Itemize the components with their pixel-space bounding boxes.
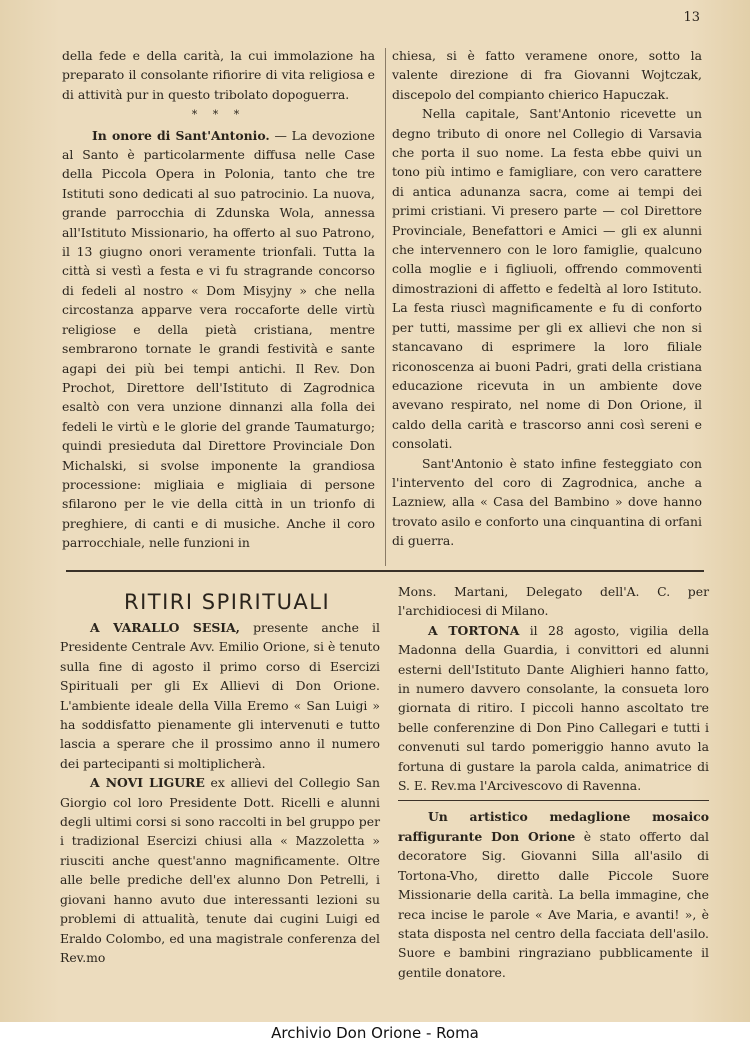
heading-sant-antonio: In onore di Sant'Antonio. xyxy=(92,127,270,143)
paragraph-fede: della fede e della carità, la cui immolazione ha preparato il consolante rifiorire di vita religiosa e di attività pur in questo tribolato dopoguerra. xyxy=(62,48,375,102)
heading-novi-ligure: A NOVI LIGURE xyxy=(90,775,205,791)
column-4 xyxy=(398,582,709,982)
column-1 xyxy=(62,46,375,553)
paragraph-tortona xyxy=(398,621,709,796)
paragraph-martani: Mons. Martani, Delegato dell'A. C. per l'archidiocesi di Milano. xyxy=(398,584,709,619)
paragraph-varsavia: Nella capitale, Sant'Antonio ricevette un degno tributo di onore nel Collegio di Varsavia che porta il suo nome. La festa ebbe quivi un tono più intimo e famigliare, con vero carattere di antica adunanza sacra, come ai tempi dei primi cristiani. Vi presero parte — col Direttore Provinciale, Benefattori e Amici — gli ex alunni che intervennero con le loro famiglie, qualcuno colla moglie e i figliuoli, offrendo commoventi dimostrazioni di affetto e fedeltà al loro Istituto. La festa riuscì magnificamente e fu di conforto per tutti, massime per gli ex allievi che non si stancavano di esprimere la loro filiale riconoscenza ai buoni Padri, grati della cristiana educazione ricevuta in un ambiente dove avevano respirato, nel nome di Don Orione, il caldo della carità e trascorso anni così sereni e consolati. xyxy=(392,106,702,452)
column-2 xyxy=(392,46,702,551)
heading-medaglione: Un artistico medaglione mosaico raffigurante Don Orione xyxy=(398,809,709,844)
archive-footer: Archivio Don Orione - Roma xyxy=(0,1022,750,1045)
text-medaglione: è stato offerto dal decoratore Sig. Giovanni Silla all'asilo di Tortona-Vho, diretto dalle Piccole Suore Missionarie della carità. La bella immagine, che reca incise le parole « Ave Maria, e avanti! », è stata disposta nel centro della facciata dell'asilo. Suore e bambini ringraziano pubblicamente il gentile donatore. xyxy=(398,828,710,980)
paragraph-varallo xyxy=(60,618,380,773)
text-sant-antonio: — La devozione al Santo è particolarmente diffusa nelle Case della Piccola Opera in Polonia, tanto che tre Istituti sono dedicati al suo patrocinio. La nuova, grande parrocchia di Zdunska Wola, annessa all'Istituto Missionario, ha offerto al suo Patrono, il 13 giugno onori veramente trionfali. Tutta la città si vestì a festa e vi fu stragrande concorso di fedeli al nostro « Dom Misyjny » che nella circostanza apparve vera roccaforte delle virtù religiose e della pietà cristiana, mentre sembrarono tornate le grandi festività e sante agapi dei più bei tempi antichi. Il Rev. Don Prochot, Direttore dell'Istituto di Zagrodnica esaltò con vera unzione dinnanzi alla folla dei fedeli le virtù e le glorie del grande Taumaturgo; quindi presieduta dal Direttore Provinciale Don Michalski, si svolse imponente la grandiosa processione: migliaia e migliaia di persone sfilarono per le vie della città in un trionfo di preghiere, di canti e di musiche. Anche il coro parrocchiale, nelle funzioni in xyxy=(62,127,375,551)
column-divider xyxy=(385,48,386,566)
text-novi-ligure: ex allievi del Collegio San Giorgio col loro Presidente Dott. Ricelli e alunni degli ultimi corsi si sono raccolti in bel gruppo per i tradizional Esercizi chiusi alla « Mazzoletta » riusciti anche quest'anno magnificamente. Oltre alle belle prediche dell'ex alunno Don Petrelli, i giovani hanno avuto due interessanti lezioni su problemi di attualità, tenute dai cugini Luigi ed Eraldo Colombo, ed una magistrale conferenza del Rev.mo xyxy=(60,775,380,965)
text-tortona: il 28 agosto, vigilia della Madonna della Guardia, i convittori ed alunni esterni dell'Istituto Dante Alighieri hanno fatto, in numero davvero consolante, la consueta loro giornata di ritiro. I piccoli hanno ascoltato tre belle conferenzine di Don Pino Callegari e tutti i convenuti sul tardo pomeriggio hanno avuto la fortuna di gustare la parola calda, animatrice di S. E. Rev.ma l'Arcivescovo di Ravenna. xyxy=(398,622,709,794)
section-divider xyxy=(66,570,704,572)
paragraph-novi-ligure xyxy=(60,773,380,967)
text-varallo: presente anche il Presidente Centrale Avv. Emilio Orione, si è tenuto sulla fine di agosto il primo corso di Esercizi Spirituali per gli Ex Allievi di Don Orione. L'ambiente ideale della Villa Eremo « San Luigi » ha soddisfatto pienamente gli intervenuti e tutto lascia a sperare che il prossimo anno il numero dei partecipanti si moltiplicherà. xyxy=(60,620,380,771)
section-title: RITIRI SPIRITUALI xyxy=(124,590,331,614)
page-number: 13 xyxy=(683,10,700,25)
heading-tortona: A TORTONA xyxy=(428,622,520,638)
paragraph-chiesa: chiesa, si è fatto veramene onore, sotto la valente direzione di fra Giovanni Wojtczak, discepolo del compianto chierico Hapuczak. xyxy=(392,48,702,102)
column-3 xyxy=(60,618,380,967)
heading-varallo: A VARALLO SESIA, xyxy=(90,620,240,635)
paragraph-sant-antonio xyxy=(62,126,375,553)
paragraph-divider xyxy=(398,800,709,801)
paragraph-lazniew: Sant'Antonio è stato infine festeggiato con l'intervento del coro di Zagrodnica, anche a Lazniew, alla « Casa del Bambino » dove hanno trovato asilo e conforto una cinquantina di orfani di guerra. xyxy=(392,455,702,549)
paragraph-medaglione xyxy=(398,807,709,982)
section-stars: * * * xyxy=(191,108,246,122)
